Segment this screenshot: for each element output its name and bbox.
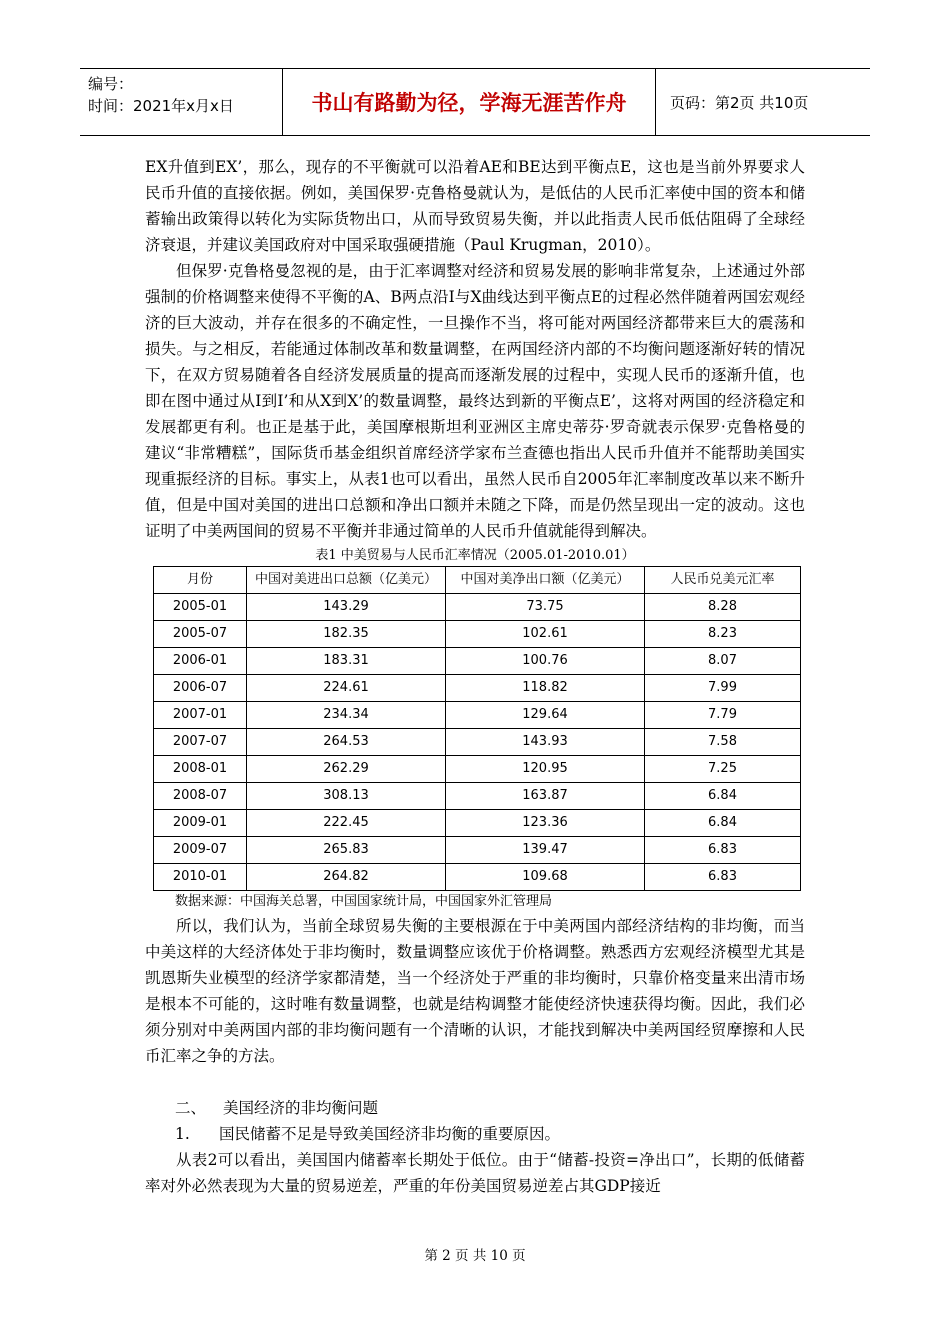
table-cell: 264.53 — [247, 729, 446, 756]
trade-exchange-table — [153, 566, 801, 891]
table-cell: 2010-01 — [154, 864, 247, 891]
table-cell: 7.99 — [645, 675, 801, 702]
table-header-cell: 中国对美净出口额（亿美元） — [446, 567, 645, 594]
table-cell: 129.64 — [446, 702, 645, 729]
table-row — [154, 810, 801, 837]
table-cell: 2007-01 — [154, 702, 247, 729]
table-cell: 2009-07 — [154, 837, 247, 864]
table-row — [154, 837, 801, 864]
header-time-label: 时间：2021年x月x日 — [88, 97, 234, 115]
table-cell: 234.34 — [247, 702, 446, 729]
section-title: 美国经济的非均衡问题 — [223, 1099, 379, 1117]
table-cell: 102.61 — [446, 621, 645, 648]
table-cell: 8.23 — [645, 621, 801, 648]
table-body — [154, 594, 801, 891]
table-cell: 143.29 — [247, 594, 446, 621]
table-cell: 139.47 — [446, 837, 645, 864]
subsection-heading — [145, 1121, 805, 1147]
table-cell: 2005-01 — [154, 594, 247, 621]
table-cell: 143.93 — [446, 729, 645, 756]
header-number-label: 编号： — [88, 75, 134, 93]
header-meta — [80, 69, 282, 135]
table-cell: 6.84 — [645, 783, 801, 810]
page-footer: 第 2 页 共 10 页 — [424, 1248, 526, 1264]
table-cell: 6.83 — [645, 864, 801, 891]
table-cell: 265.83 — [247, 837, 446, 864]
subsection-number: 1. — [175, 1125, 190, 1143]
table-row — [154, 729, 801, 756]
header-motto: 书山有路勤为径，学海无涯苦作舟 — [282, 69, 656, 135]
table-row — [154, 756, 801, 783]
table-cell: 7.79 — [645, 702, 801, 729]
table-caption: 表1 中美贸易与人民币汇率情况（2005.01-2010.01） — [315, 548, 635, 563]
document-body — [145, 154, 805, 1199]
table-cell: 308.13 — [247, 783, 446, 810]
table-row — [154, 621, 801, 648]
table-cell: 183.31 — [247, 648, 446, 675]
paragraph-1: EX升值到EX’，那么，现存的不平衡就可以沿着AE和BE达到平衡点E，这也是当前外界要求人民币升值的直接依据。例如，美国保罗·克鲁格曼就认为，是低估的人民币汇率使中国的资本和储蓄输出政策得以转化为实际货物出口，从而导致贸易失衡，并以此指责人民币低估阻碍了全球经济衰退，并建议美国政府对中国采取强硬措施（Paul Krugman，2010）。 — [145, 158, 805, 254]
table-cell: 163.87 — [446, 783, 645, 810]
table-cell: 2007-07 — [154, 729, 247, 756]
section-number: 二、 — [175, 1099, 207, 1117]
table-row — [154, 783, 801, 810]
table-header-cell: 月份 — [154, 567, 247, 594]
table-cell: 262.29 — [247, 756, 446, 783]
table-cell: 2006-07 — [154, 675, 247, 702]
table-cell: 118.82 — [446, 675, 645, 702]
table-cell: 2006-01 — [154, 648, 247, 675]
table-header-cell: 中国对美进出口总额（亿美元） — [247, 567, 446, 594]
table-cell: 2008-07 — [154, 783, 247, 810]
table-cell: 7.58 — [645, 729, 801, 756]
paragraph-3: 所以，我们认为，当前全球贸易失衡的主要根源在于中美两国内部经济结构的非均衡，而当中美这样的大经济体处于非均衡时，数量调整应该优于价格调整。熟悉西方宏观经济模型尤其是凯恩斯失业模型的经济学家都清楚，当一个经济处于严重的非均衡时，只靠价格变量来出清市场是根本不可能的，这时唯有数量调整，也就是结构调整才能使经济快速获得均衡。因此，我们必须分别对中美两国内部的非均衡问题有一个清晰的认识，才能找到解决中美两国经贸摩擦和人民币汇率之争的方法。 — [145, 917, 805, 1065]
paragraph-4: 从表2可以看出，美国国内储蓄率长期处于低位。由于“储蓄-投资=净出口”，长期的低储蓄率对外必然表现为大量的贸易逆差，严重的年份美国贸易逆差占其GDP接近 — [145, 1151, 805, 1195]
table-cell: 123.36 — [446, 810, 645, 837]
table-cell: 224.61 — [247, 675, 446, 702]
table-cell: 2005-07 — [154, 621, 247, 648]
table-cell: 182.35 — [247, 621, 446, 648]
table-row — [154, 702, 801, 729]
table-cell: 120.95 — [446, 756, 645, 783]
table-row — [154, 594, 801, 621]
paragraph-2: 但保罗·克鲁格曼忽视的是，由于汇率调整对经济和贸易发展的影响非常复杂，上述通过外部强制的价格调整来使得不平衡的A、B两点沿I与X曲线达到平衡点E的过程必然伴随着两国宏观经济的巨大波动，并存在很多的不确定性，一旦操作不当，将可能对两国经济都带来巨大的震荡和损失。与之相反，若能通过体制改革和数量调整，在两国经济内部的不均衡问题逐渐好转的情况下，在双方贸易随着各自经济发展质量的提高而逐渐发展的过程中，实现人民币的逐渐升值，也即在图中通过从I到I’和从X到X’的数量调整，最终达到新的平衡点E’，这将对两国的经济稳定和发展都更有利。也正是基于此，美国摩根斯坦利亚洲区主席史蒂芬·罗奇就表示保罗·克鲁格曼的建议“非常糟糕”，国际货币基金组织首席经济学家布兰查德也指出人民币升值并不能帮助美国实现重振经济的目标。事实上，从表1也可以看出，虽然人民币自2005年汇率制度改革以来不断升值，但是中国对美国的进出口总额和净出口额并未随之下降，而是仍然呈现出一定的波动。这也证明了中美两国间的贸易不平衡并非通过简单的人民币升值就能得到解决。 — [145, 262, 805, 540]
table-row — [154, 675, 801, 702]
subsection-title: 国民储蓄不足是导致美国经济非均衡的重要原因。 — [219, 1125, 561, 1143]
table-cell: 2009-01 — [154, 810, 247, 837]
table-cell: 6.84 — [645, 810, 801, 837]
table-row — [154, 648, 801, 675]
table-cell: 100.76 — [446, 648, 645, 675]
table-header-cell: 人民币兑美元汇率 — [645, 567, 801, 594]
table-cell: 109.68 — [446, 864, 645, 891]
table-cell: 264.82 — [247, 864, 446, 891]
table-source: 数据来源：中国海关总署，中国国家统计局，中国国家外汇管理局 — [175, 894, 553, 909]
table-cell: 222.45 — [247, 810, 446, 837]
table-cell: 2008-01 — [154, 756, 247, 783]
header-page-label: 页码：第2页 共10页 — [670, 93, 809, 112]
section-heading — [145, 1095, 805, 1121]
table-cell: 8.07 — [645, 648, 801, 675]
page-header — [80, 68, 870, 136]
table-cell: 6.83 — [645, 837, 801, 864]
table-header-row — [154, 567, 801, 594]
table-row — [154, 864, 801, 891]
table-cell: 8.28 — [645, 594, 801, 621]
table-cell: 73.75 — [446, 594, 645, 621]
table-cell: 7.25 — [645, 756, 801, 783]
